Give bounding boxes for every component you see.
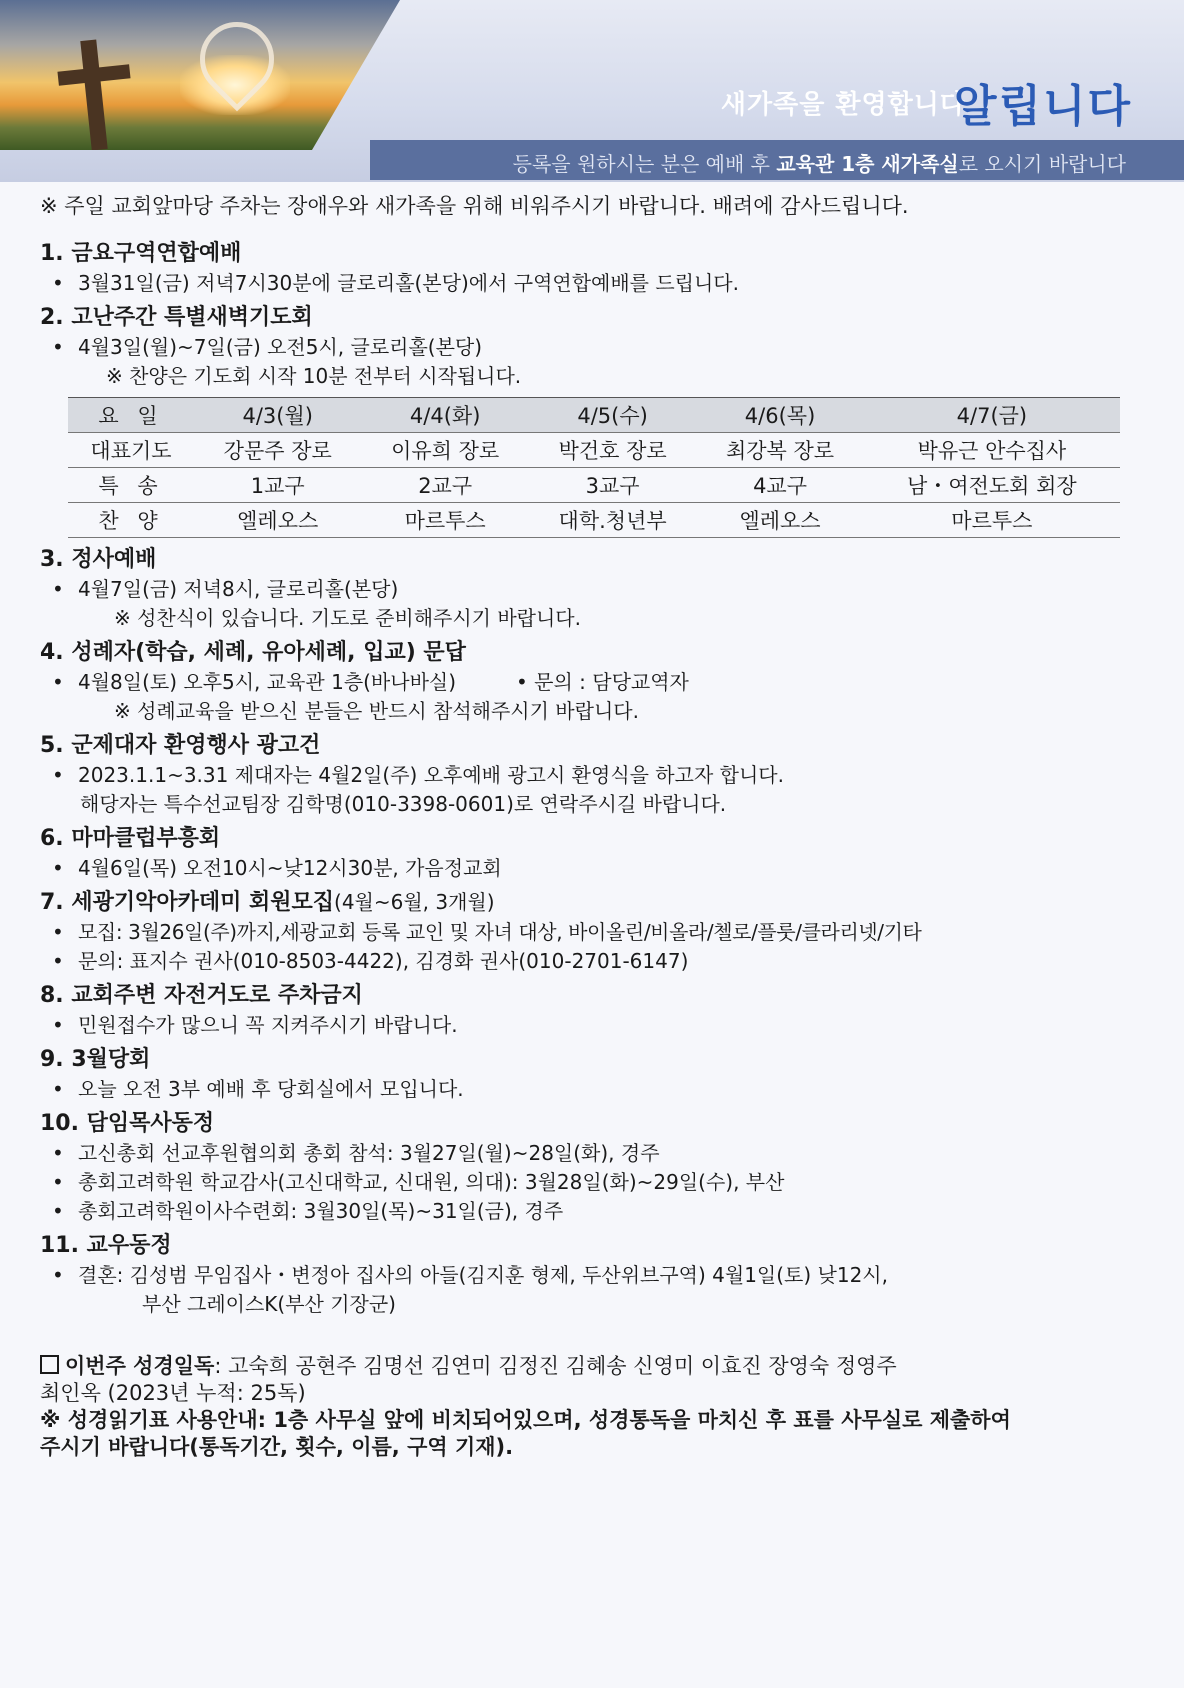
cross-icon	[80, 39, 107, 150]
section-title: 10. 담임목사동정	[40, 1111, 215, 1136]
table-cell: 1교구	[194, 468, 361, 503]
section-title: 6. 마마클럽부흥회	[40, 826, 221, 851]
bulletin-content	[40, 190, 1160, 1461]
table-cell: 박유근 안수집사	[864, 433, 1120, 468]
section-5	[40, 730, 1160, 819]
section-title: 8. 교회주변 자전거도로 주차금지	[40, 983, 363, 1008]
reading-line-2: 최인옥 (2023년 누적: 25독)	[40, 1381, 306, 1405]
section-title: 1. 금요구역연합예배	[40, 241, 242, 266]
table-cell: 마르투스	[864, 503, 1120, 538]
register-place: 교육관 1층 새가족실	[776, 152, 959, 176]
cross-heart-image	[0, 0, 400, 150]
table-cell: 마르투스	[361, 503, 528, 538]
register-suffix: 로 오시기 바랍니다	[958, 152, 1126, 176]
section-11	[40, 1230, 1160, 1319]
section-title: 9. 3월당회	[40, 1047, 151, 1072]
bullet-item: • 결혼: 김성범 무임집사・변정아 집사의 아들(김지훈 형제, 두산위브구역) 4월1일(토) 낮12시,	[40, 1261, 1160, 1290]
reading-label: 이번주 성경일독	[65, 1354, 215, 1378]
reading-guide-1: ※ 성경읽기표 사용안내: 1층 사무실 앞에 비치되어있으며, 성경통독을 마치신 후 표를 사무실로 제출하여	[40, 1408, 1011, 1432]
bullet-text: 4월8일(토) 오후5시, 교육관 1층(바나바실)	[78, 670, 457, 694]
table-cell: 2교구	[361, 468, 528, 503]
table-cell: 4/5(수)	[529, 398, 696, 433]
table-cell: 4/6(목)	[696, 398, 863, 433]
reading-names: : 고숙희 공현주 김명선 김연미 김정진 김혜송 신영미 이효진 장영숙 정영주	[214, 1354, 897, 1378]
section-title-suffix: (4월~6월, 3개월)	[334, 890, 495, 914]
table-cell: 박건호 장로	[529, 433, 696, 468]
welcome-text: 새가족을 환영합니다	[720, 90, 966, 120]
table-row	[68, 433, 1120, 468]
bullet-item: • 4월3일(월)~7일(금) 오전5시, 글로리홀(본당)	[40, 333, 1160, 362]
note: ※ 성찬식이 있습니다. 기도로 준비해주시기 바랍니다.	[114, 606, 581, 630]
prayer-schedule-table	[68, 397, 1120, 538]
bullet-item: • 2023.1.1~3.31 제대자는 4월2일(주) 오후예배 광고시 환영식을 하고자 합니다.	[40, 761, 1160, 790]
table-cell: 엘레오스	[696, 503, 863, 538]
section-4	[40, 637, 1160, 726]
reading-line	[40, 1353, 1160, 1380]
bullet-item	[40, 668, 1160, 697]
table-row	[68, 398, 1120, 433]
parking-notice: ※ 주일 교회앞마당 주차는 장애우와 새가족을 위해 비워주시기 바랍니다. 배려에 감사드립니다.	[40, 194, 909, 218]
table-row	[68, 468, 1120, 503]
section-6	[40, 823, 1160, 883]
continued-line: 부산 그레이스K(부산 기장군)	[142, 1292, 396, 1316]
reading-guide-2: 주시기 바랍니다(통독기간, 횟수, 이름, 구역 기재).	[40, 1435, 514, 1459]
bullet-item: • 총회고려학원 학교감사(고신대학교, 신대원, 의대): 3월28일(화)~29일(수), 부산	[40, 1168, 1160, 1197]
table-cell: 3교구	[529, 468, 696, 503]
section-title: 11. 교우동정	[40, 1233, 172, 1258]
table-row	[68, 503, 1120, 538]
section-title-text: 7. 세광기악아카데미 회원모집	[40, 890, 335, 915]
table-cell: 이유희 장로	[361, 433, 528, 468]
bullet-item: • 모집: 3월26일(주)까지,세광교회 등록 교인 및 자녀 대상, 바이올린/비올라/첼로/플룻/클라리넷/기타	[40, 918, 1160, 947]
header-banner	[0, 0, 1184, 182]
table-cell: 4/7(금)	[864, 398, 1120, 433]
section-7	[40, 887, 1160, 976]
table-cell: 4/3(월)	[194, 398, 361, 433]
section-10	[40, 1108, 1160, 1226]
section-3	[40, 544, 1160, 633]
table-cell: 남・여전도회 회장	[864, 468, 1120, 503]
bullet-item: • 총회고려학원이사수련회: 3월30일(목)~31일(금), 경주	[40, 1197, 1160, 1226]
section-title: 3. 정사예배	[40, 547, 157, 572]
section-2	[40, 302, 1160, 538]
table-cell: 특 송	[68, 468, 194, 503]
bullet-item: • 4월6일(목) 오전10시~낮12시30분, 가음정교회	[40, 854, 1160, 883]
table-cell: 엘레오스	[194, 503, 361, 538]
table-cell: 대학.청년부	[529, 503, 696, 538]
bullet-item: • 문의: 표지수 권사(010-8503-4422), 김경화 권사(010-2701-6147)	[40, 947, 1160, 976]
section-title	[40, 887, 1160, 918]
bullet-item: • 오늘 오전 3부 예배 후 당회실에서 모입니다.	[40, 1075, 1160, 1104]
table-cell: 대표기도	[68, 433, 194, 468]
bullet-item: • 4월7일(금) 저녁8시, 글로리홀(본당)	[40, 575, 1160, 604]
table-cell: 4교구	[696, 468, 863, 503]
contact-text: • 문의 : 담당교역자	[516, 670, 689, 694]
note: ※ 찬양은 기도회 시작 10분 전부터 시작됩니다.	[106, 364, 522, 388]
continued-line: 해당자는 특수선교팀장 김학명(010-3398-0601)로 연락주시길 바랍니다.	[80, 792, 727, 816]
table-cell: 강문주 장로	[194, 433, 361, 468]
bible-reading	[40, 1353, 1160, 1407]
table-cell: 찬 양	[68, 503, 194, 538]
bullet-item: • 고신총회 선교후원협의회 총회 참석: 3월27일(월)~28일(화), 경주	[40, 1139, 1160, 1168]
section-8	[40, 980, 1160, 1040]
section-title: 4. 성례자(학습, 세례, 유아세례, 입교) 문답	[40, 640, 466, 665]
table-cell: 4/4(화)	[361, 398, 528, 433]
section-title: 2. 고난주간 특별새벽기도회	[40, 305, 313, 330]
checkbox-icon	[40, 1355, 59, 1374]
register-guide	[513, 148, 1126, 177]
section-1	[40, 238, 1160, 298]
register-prefix: 등록을 원하시는 분은 예배 후	[512, 152, 777, 176]
bullet-item: • 민원접수가 많으니 꼭 지켜주시기 바랍니다.	[40, 1011, 1160, 1040]
table-cell: 요 일	[68, 398, 194, 433]
table-cell: 최강복 장로	[696, 433, 863, 468]
note: ※ 성례교육을 받으신 분들은 반드시 참석해주시기 바랍니다.	[114, 699, 639, 723]
section-title: 5. 군제대자 환영행사 광고건	[40, 733, 321, 758]
bullet-item: • 3월31일(금) 저녁7시30분에 글로리홀(본당)에서 구역연합예배를 드립니다.	[40, 269, 1160, 298]
notice-title: 알립니다	[953, 81, 1132, 132]
section-9	[40, 1044, 1160, 1104]
